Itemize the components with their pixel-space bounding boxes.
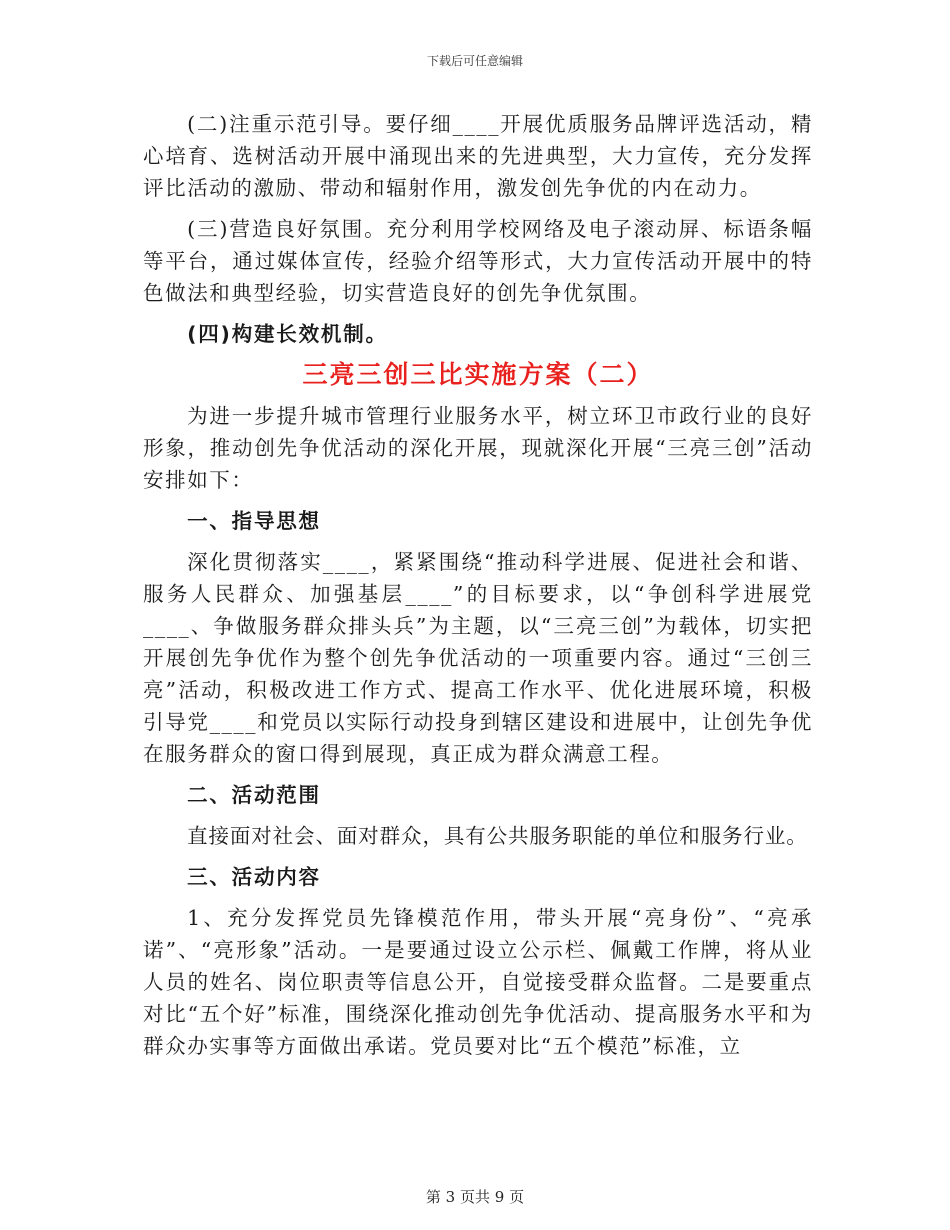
paragraph-demonstration: (二)注重示范引导。要仔细____开展优质服务品牌评选活动，精心培育、选树活动开展中涌现出来的先进典型，大力宣传，充分发挥评比活动的激励、带动和辐射作用，激发创先争优的内在动力。 [143, 112, 814, 200]
heading-guiding-thought: 一、指导思想 [187, 509, 321, 533]
heading-activity-content: 三、活动内容 [187, 865, 321, 889]
paragraph-guiding-thought: 深化贯彻落实____，紧紧围绕“推动科学进展、促进社会和谐、服务人民群众、加强基层____”的目标要求，以“争创科学进展党____、争做服务群众排头兵”为主题，以“三亮三创”为载体，切实把开展创先争优作为整个创先争优活动的一项重要内容。通过“三创三亮”活动，积极改进工作方式、提高工作水平、优化进展环境，积极引导党____和党员以实际行动投身到辖区建设和进展中，让创先争优在服务群众的窗口得到展现，真正成为群众满意工程。 [143, 550, 813, 766]
heading-long-term-mechanism: (四)构建长效机制。 [187, 322, 388, 346]
page-header: 下载后可任意编辑 [426, 54, 523, 68]
heading-activity-scope: 二、活动范围 [187, 783, 321, 807]
paragraph-activity-scope: 直接面对社会、面对群众，具有公共服务职能的单位和服务行业。 [187, 824, 808, 848]
document-body [143, 108, 813, 1071]
paragraph-activity-content-1: 1、充分发挥党员先锋模范作用，带头开展“亮身份”、“亮承诺”、“亮形象”活动。一是要通过设立公示栏、佩戴工作牌，将从业人员的姓名、岗位职责等信息公开，自觉接受群众监督。二是要重点对比“五个好”标准，围绕深化推动创先争优活动、提高服务水平和为群众办实事等方面做出承诺。党员要对比“五个模范”标准，立 [143, 906, 813, 1058]
document-title: 三亮三创三比实施方案（二） [302, 360, 654, 389]
page-footer: 第 3 页共 9 页 [425, 1188, 525, 1206]
paragraph-atmosphere: (三)营造良好氛围。充分利用学校网络及电子滚动屏、标语条幅等平台，通过媒体宣传，经验介绍等形式，大力宣传活动开展中的特色做法和典型经验，切实营造良好的创先争优氛围。 [143, 217, 813, 305]
paragraph-intro: 为进一步提升城市管理行业服务水平，树立环卫市政行业的良好形象，推动创先争优活动的深化开展，现就深化开展“三亮三创”活动安排如下： [143, 404, 813, 492]
